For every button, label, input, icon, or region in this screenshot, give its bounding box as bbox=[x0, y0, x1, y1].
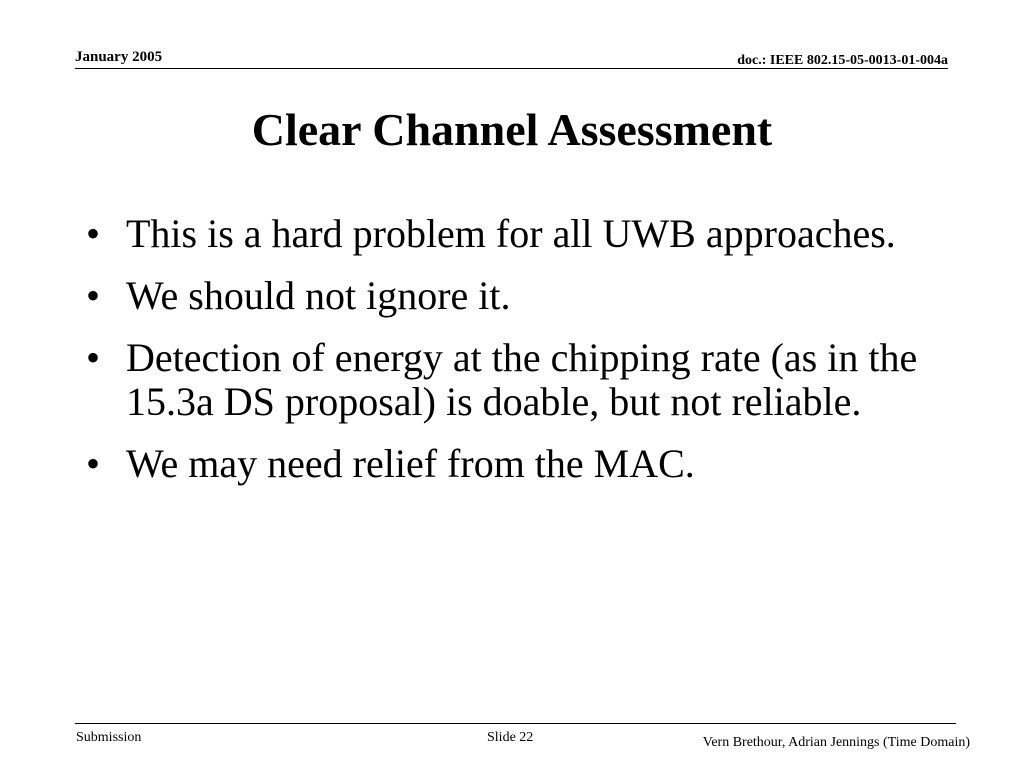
bullet-item bbox=[86, 336, 976, 424]
footer-submission: Submission bbox=[76, 730, 142, 745]
bullet-item bbox=[86, 212, 976, 256]
footer-rule bbox=[75, 723, 956, 724]
bullet-icon: • bbox=[86, 273, 101, 318]
bullet-icon: • bbox=[86, 335, 101, 380]
header-rule bbox=[75, 68, 948, 69]
bullet-list bbox=[86, 212, 976, 504]
bullet-icon: • bbox=[86, 211, 101, 256]
footer-slide-number: Slide 22 bbox=[487, 730, 534, 745]
footer-authors: Vern Brethour, Adrian Jennings (Time Domain) bbox=[702, 735, 970, 750]
bullet-text: This is a hard problem for all UWB approaches. bbox=[126, 211, 896, 256]
header-date: January 2005 bbox=[75, 49, 163, 65]
bullet-text: We may need relief from the MAC. bbox=[126, 441, 695, 486]
bullet-text: We should not ignore it. bbox=[126, 273, 511, 318]
bullet-item bbox=[86, 442, 976, 486]
slide-title: Clear Channel Assessment bbox=[251, 104, 773, 155]
bullet-text: Detection of energy at the chipping rate (as in the 15.3a DS proposal) is doable, but not reliable. bbox=[126, 335, 918, 424]
bullet-item bbox=[86, 274, 976, 318]
bullet-icon: • bbox=[86, 441, 101, 486]
header-doc-id: doc.: IEEE 802.15-05-0013-01-004a bbox=[737, 53, 948, 68]
